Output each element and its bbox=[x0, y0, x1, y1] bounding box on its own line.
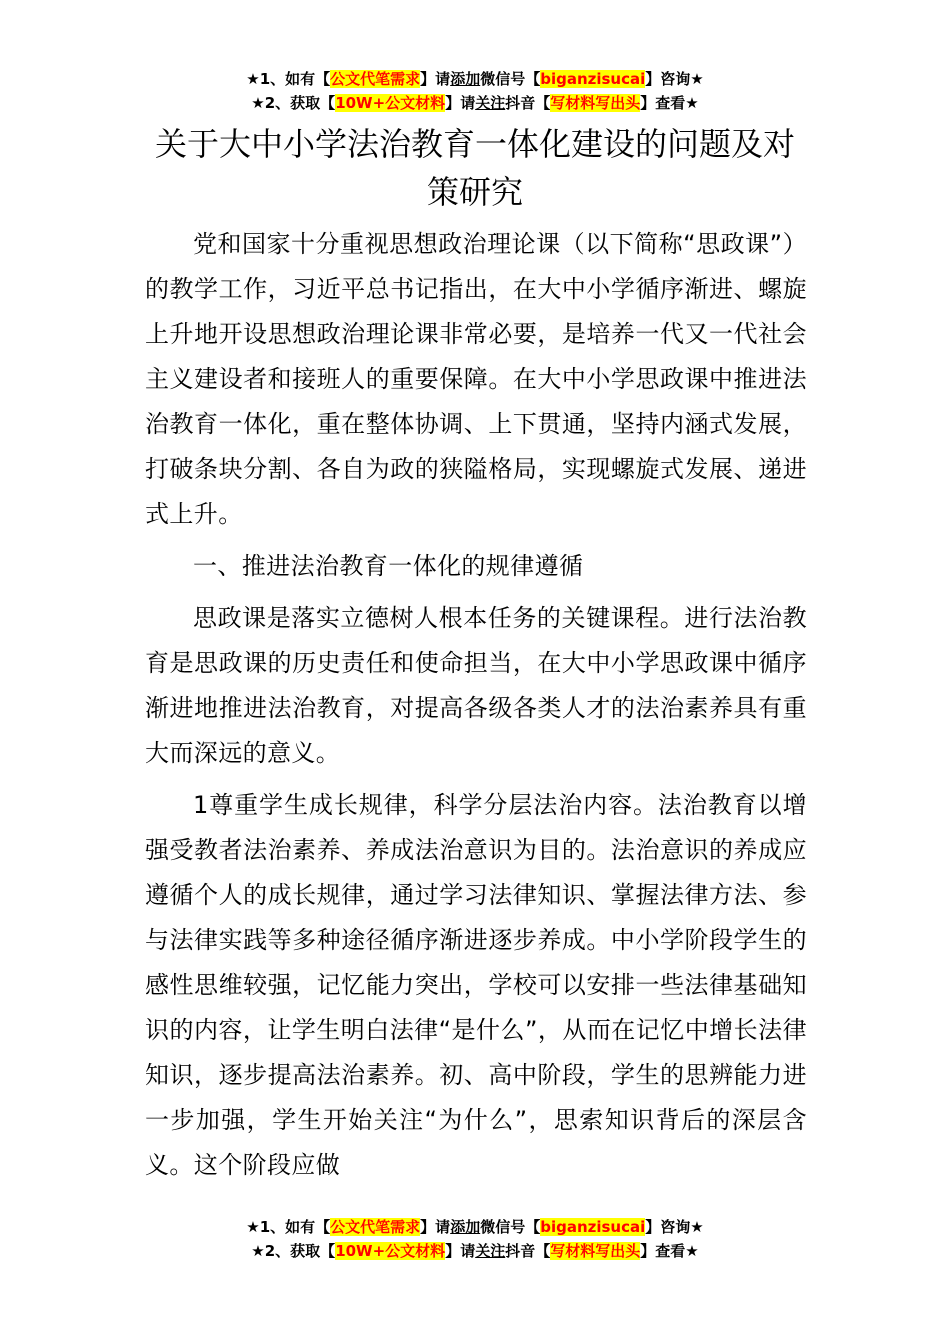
paragraph: 思政课是落实立德树人根本任务的关键课程。进行法治教育是思政课的历史责任和使命担当，在大中小学思政课中循序渐进地推进法治教育，对提高各级各类人才的法治素养具有重大而深远的意义。 bbox=[145, 604, 807, 767]
banner-text: 】请 bbox=[420, 1218, 451, 1236]
footer-banner bbox=[0, 1215, 950, 1263]
highlight-materials: 10W+公文材料 bbox=[335, 1242, 446, 1260]
highlight-service: 公文代笔需求 bbox=[330, 70, 421, 88]
highlight-service: 公文代笔需求 bbox=[330, 1218, 421, 1236]
banner-line-2 bbox=[0, 91, 950, 115]
banner-text: 】请 bbox=[445, 94, 476, 112]
banner-text: 】请 bbox=[420, 70, 451, 88]
banner-text: 】请 bbox=[445, 1242, 476, 1260]
document-body bbox=[145, 222, 807, 1195]
banner-text: ★2、获取【 bbox=[251, 1242, 336, 1260]
banner-line-1 bbox=[0, 67, 950, 91]
highlight-douyin-account: 写材料写出头 bbox=[550, 1242, 641, 1260]
banner-text: 】查看★ bbox=[640, 1242, 699, 1260]
banner-text: ★1、如有【 bbox=[246, 1218, 331, 1236]
highlight-wechat-id: biganzisucai bbox=[540, 70, 646, 88]
banner-text: 】咨询★ bbox=[645, 70, 704, 88]
highlight-douyin-account: 写材料写出头 bbox=[550, 94, 641, 112]
banner-text: 抖音【 bbox=[505, 1242, 551, 1260]
banner-underlined-text: 关注 bbox=[475, 1242, 506, 1260]
paragraph-intro: 党和国家十分重视思想政治理论课（以下简称“思政课”）的教学工作，习近平总书记指出，在大中小学循序渐进、螺旋上升地开设思想政治理论课非常必要，是培养一代又一代社会主义建设者和接班人的重要保障。在大中小学思政课中推进法治教育一体化，重在整体协调、上下贯通，坚持内涵式发展，打破条块分割、各自为政的狭隘格局，实现螺旋式发展、递进式上升。 bbox=[145, 230, 807, 528]
banner-line-1 bbox=[0, 1215, 950, 1239]
highlight-materials: 10W+公文材料 bbox=[335, 94, 446, 112]
banner-text: ★2、获取【 bbox=[251, 94, 336, 112]
banner-text: 】咨询★ bbox=[645, 1218, 704, 1236]
banner-text: 】查看★ bbox=[640, 94, 699, 112]
banner-text: 微信号【 bbox=[480, 70, 541, 88]
document-title: 关于大中小学法治教育一体化建设的问题及对策研究 bbox=[154, 125, 795, 211]
highlight-wechat-id: biganzisucai bbox=[540, 1218, 646, 1236]
section-heading: 一、推进法治教育一体化的规律遵循 bbox=[193, 552, 584, 580]
banner-underlined-text: 添加 bbox=[450, 1218, 481, 1236]
banner-line-2 bbox=[0, 1239, 950, 1263]
banner-text: 抖音【 bbox=[505, 94, 551, 112]
banner-underlined-text: 关注 bbox=[475, 94, 506, 112]
paragraph: 1尊重学生成长规律，科学分层法治内容。法治教育以增强受教者法治素养、养成法治意识为目的。法治意识的养成应遵循个人的成长规律，通过学习法律知识、掌握法律方法、参与法律实践等多种途径循序渐进逐步养成。中小学阶段学生的感性思维较强，记忆能力突出，学校可以安排一些法律基础知识的内容，让学生明白法律“是什么”，从而在记忆中增长法律知识，逐步提高法治素养。初、高中阶段，学生的思辨能力进一步加强，学生开始关注“为什么”，思索知识背后的深层含义。这个阶段应做 bbox=[145, 791, 807, 1179]
banner-text: ★1、如有【 bbox=[246, 70, 331, 88]
banner-text: 微信号【 bbox=[480, 1218, 541, 1236]
banner-underlined-text: 添加 bbox=[450, 70, 481, 88]
header-banner bbox=[0, 67, 950, 115]
